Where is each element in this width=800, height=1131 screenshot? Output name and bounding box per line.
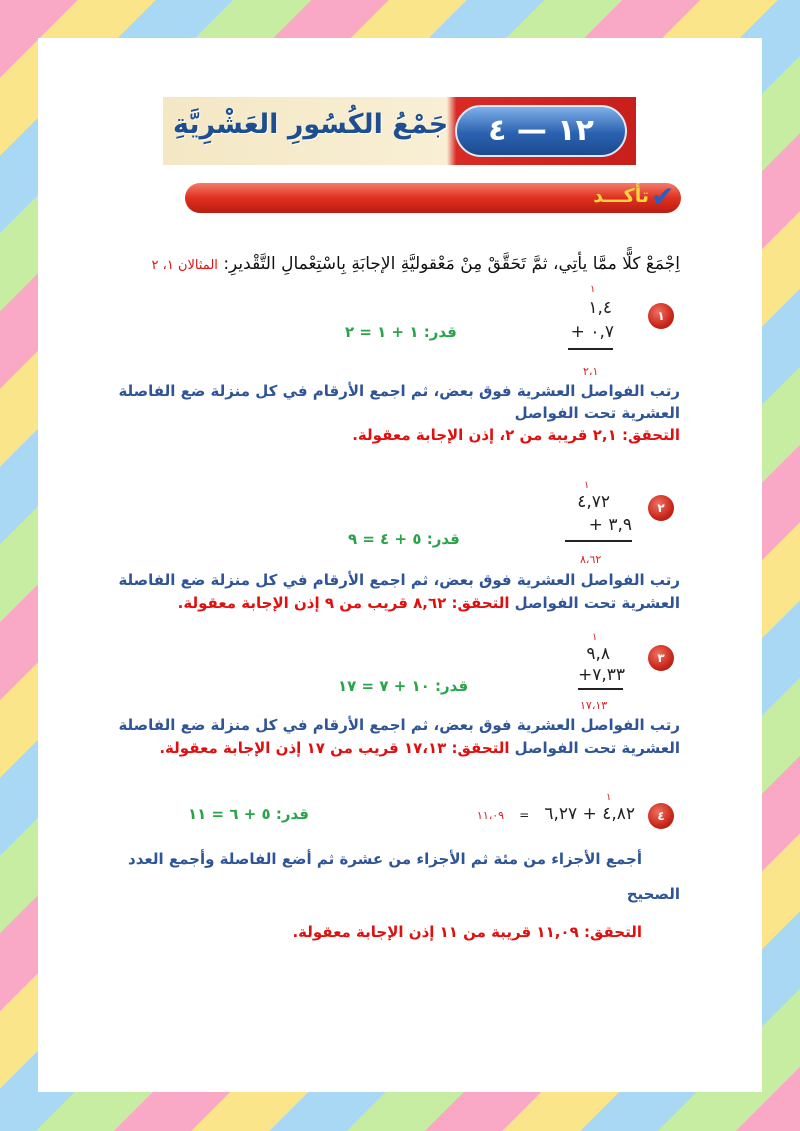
expression-line xyxy=(477,804,635,824)
explanation: أجمع الأجزاء من مئة ثم الأجزاء من عشرة ثم أضع الفاصلة وأجمع العدد xyxy=(128,850,642,868)
problem-badge: ٣ xyxy=(648,645,674,671)
explanation: الصحيح xyxy=(626,885,680,903)
addend-bottom: ٣,٩ + xyxy=(588,515,632,535)
carry-digit: ١ xyxy=(592,632,598,643)
carry-digit: ١ xyxy=(584,480,590,491)
explanation: العشرية تحت الفواصل xyxy=(514,739,680,757)
expression: ٤,٨٢ + ٦,٢٧ xyxy=(544,804,635,824)
section-label: تأكـــد xyxy=(593,185,649,207)
explanation: رتب الفواصل العشرية فوق بعض، ثم اجمع الأرقام في كل منزلة ضع الفاصلة xyxy=(118,571,680,589)
equals-sign: = xyxy=(519,808,530,822)
addend-top: ٤,٧٢ xyxy=(577,492,610,512)
sum-line xyxy=(568,348,613,350)
carry-digit: ١ xyxy=(606,792,612,803)
lesson-banner xyxy=(163,97,636,165)
instruction xyxy=(152,254,680,274)
sum-line xyxy=(565,540,632,542)
lesson-title: جَمْعُ الكُسُورِ العَشْرِيَّةِ xyxy=(173,109,449,140)
instruction-text: اِجْمَعْ كلًّا ممَّا يأتِي، ثمَّ تَحَقَّقْ مِنْ مَعْقوليَّةِ الإجابَةِ بِاسْتِعْمالِ التَّقْديرِ: xyxy=(223,254,680,274)
carry-digit: ١ xyxy=(590,284,596,295)
sum-result: ٢،١ xyxy=(583,365,599,378)
problem-badge: ٢ xyxy=(648,495,674,521)
estimate: قدر: ١ + ١ = ٢ xyxy=(345,323,457,341)
addend-top: ٩,٨ xyxy=(586,644,610,664)
sum-line xyxy=(578,688,623,690)
check-text: التحقق: ١١,٠٩ قريبة من ١١ إذن الإجابة معقولة. xyxy=(292,923,642,941)
estimate: قدر: ١٠ + ٧ = ١٧ xyxy=(338,677,469,695)
problem-badge: ٤ xyxy=(648,803,674,829)
sum-result: ١١،٠٩ xyxy=(476,809,505,822)
addend-top: ١,٤ xyxy=(588,298,612,318)
explanation-line xyxy=(159,738,680,757)
estimate: قدر: ٥ + ٤ = ٩ xyxy=(348,530,460,548)
sum-result: ٨،٦٢ xyxy=(580,553,602,566)
sum-result: ١٧،١٣ xyxy=(580,699,608,712)
addend-bottom: ٧,٣٣+ xyxy=(577,665,625,685)
explanation-line xyxy=(178,593,680,612)
addend-bottom: ٠,٧ + xyxy=(570,322,614,342)
check-text: التحقق: ٨,٦٢ قريب من ٩ إذن الإجابة معقولة. xyxy=(177,594,510,612)
problem-badge: ١ xyxy=(648,303,674,329)
explanation: رتب الفواصل العشرية فوق بعض، ثم اجمع الأرقام في كل منزلة ضع الفاصلة xyxy=(118,382,680,400)
explanation: رتب الفواصل العشرية فوق بعض، ثم اجمع الأرقام في كل منزلة ضع الفاصلة xyxy=(118,716,680,734)
section-bar xyxy=(185,180,681,213)
examples-reference: المثالان ١، ٢ xyxy=(151,258,218,273)
check-icon: ✔ xyxy=(651,180,675,213)
check-text: التحقق: ١٧،١٣ قريب من ١٧ إذن الإجابة معقولة. xyxy=(159,739,510,757)
lesson-number: ١٢ — ٤ xyxy=(455,105,627,157)
estimate: قدر: ٥ + ٦ = ١١ xyxy=(188,805,309,823)
explanation: العشرية تحت الفواصل xyxy=(514,404,680,422)
explanation: العشرية تحت الفواصل xyxy=(514,594,680,612)
check-text: التحقق: ٢,١ قريبة من ٢، إذن الإجابة معقولة. xyxy=(352,426,680,444)
